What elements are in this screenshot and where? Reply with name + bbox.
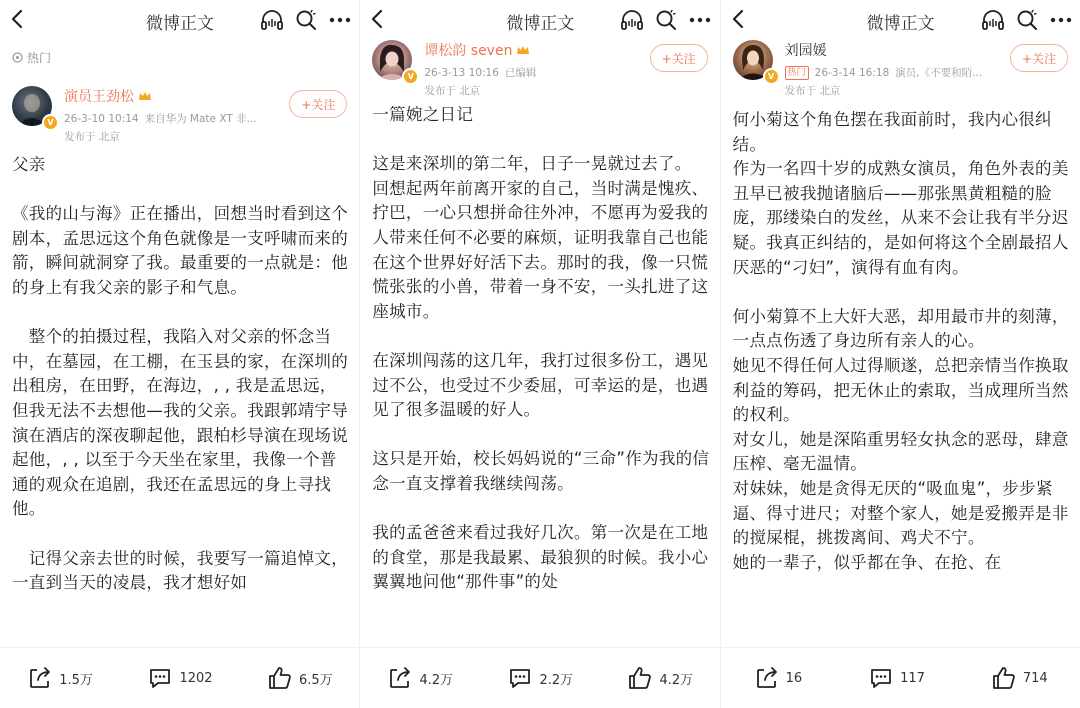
follow-button[interactable]: +关注 xyxy=(1010,44,1068,72)
page-title: 微博正文 xyxy=(146,14,214,34)
top-actions xyxy=(260,8,352,32)
share-count: 16 xyxy=(785,670,803,686)
like-button[interactable] xyxy=(991,665,1048,691)
more-icon xyxy=(1050,17,1072,23)
author-meta xyxy=(424,40,536,98)
comment-count: 1202 xyxy=(179,670,213,686)
author-name-text: 刘园媛 xyxy=(784,43,827,59)
hot-label-text: 热门 xyxy=(27,51,52,65)
top-actions xyxy=(620,8,712,32)
listen-button[interactable] xyxy=(981,8,1005,32)
crown-icon xyxy=(516,45,530,56)
post-meta xyxy=(424,65,536,80)
search-icon xyxy=(295,9,317,31)
author-meta xyxy=(64,86,257,144)
post-content xyxy=(733,108,1070,600)
like-button[interactable] xyxy=(627,665,693,691)
post-content xyxy=(372,103,709,619)
more-button[interactable] xyxy=(1049,8,1073,32)
paragraph: 何小菊这个角色摆在我面前时，我内心很纠结。 作为一名四十岁的成熟女演员，角色外表的美丑早已被我抛诸脑后——那张黑黄粗糙的脸庞，那缕染白的发丝，从来不会让我有半分迟疑。我真正纠结的，是如何将这个全剧最招人厌恶的“刁妇”，演得有血有肉。 xyxy=(732,110,1069,277)
comment-button[interactable] xyxy=(147,665,212,691)
share-icon xyxy=(27,665,53,691)
author-name[interactable] xyxy=(785,40,982,60)
top-bar xyxy=(360,0,719,40)
share-button[interactable] xyxy=(387,665,453,691)
search-icon xyxy=(1016,9,1038,31)
more-icon xyxy=(329,17,351,23)
page-title: 微博正文 xyxy=(866,14,935,34)
post-source: 来自华为 Mate XT 非... xyxy=(144,113,257,125)
hot-tag: 热门 xyxy=(785,66,809,80)
author-header xyxy=(733,40,982,98)
author-name-text: 演员王劲松 xyxy=(64,89,134,105)
post-panel-3 xyxy=(720,0,1080,708)
paragraph: 父亲 xyxy=(12,155,46,174)
author-meta xyxy=(785,40,982,98)
more-icon xyxy=(689,17,711,23)
paragraph: 何小菊算不上大奸大恶，却用最市井的刻薄，一点点伤透了身边所有亲人的心。 她见不得任何人过得顺遂，总把亲情当作换取利益的筹码，把无休止的索取，当成理所当然的权利。 对女儿，她是深陷重男轻女执念的恶母，肆意压榨、毫无温情。 对妹妹，她是贪得无厌的“吸血鬼”，步步紧逼、得寸进尺；对整个家人，她是爱搬弄是非的搅屎棍，挑拨离间、鸡犬不宁。 她的一辈子，似乎都在争、在抢、在 xyxy=(732,306,1069,572)
paragraph: 这是来深圳的第二年，日子一晃就过去了。 回想起两年前离开家的自己，当时满是愧疚、拧巴，一心只想拼命往外冲，不愿再为爱我的人带来任何不必要的麻烦，证明我靠自己也能在这个世界好好活下去。那时的我，像一只慌慌张张的小兽，带着一身不安，一头扎进了这座城市。 xyxy=(372,154,709,321)
comment-count: 117 xyxy=(900,670,925,686)
paragraph: 一篇婉之日记 xyxy=(372,105,474,124)
listen-button[interactable] xyxy=(620,8,644,32)
paragraph: 这只是开始，校长妈妈说的“三命”作为我的信念一直支撑着我继续闯荡。 xyxy=(372,449,710,493)
share-count: 4.2万 xyxy=(419,672,454,688)
comment-button[interactable] xyxy=(868,665,925,691)
comment-icon xyxy=(147,665,173,691)
share-button[interactable] xyxy=(27,665,93,691)
like-count: 4.2万 xyxy=(659,672,694,688)
hot-label xyxy=(12,49,51,66)
headphones-icon xyxy=(260,9,284,31)
verified-badge-icon: V xyxy=(763,68,780,85)
post-meta xyxy=(785,65,982,80)
author-header xyxy=(372,40,536,98)
follow-button[interactable]: +关注 xyxy=(289,90,347,118)
like-count: 714 xyxy=(1022,670,1048,686)
post-panel-1 xyxy=(0,0,359,708)
verified-badge-icon: V xyxy=(42,114,59,131)
paragraph: 我的孟爸爸来看过我好几次。第一次是在工地的食堂，那是我最累、最狼狈的时候。我小心翼翼地问他“那件事”的处 xyxy=(372,523,709,592)
post-location: 发布于 北京 xyxy=(784,85,841,97)
verified-badge-icon: V xyxy=(402,68,419,85)
action-bar xyxy=(360,647,719,708)
share-icon xyxy=(387,665,413,691)
thumbs-up-icon xyxy=(627,665,653,691)
paragraph: 在深圳闯荡的这几年，我打过很多份工，遇见过不公，也受过不少委屈，可幸运的是，也遇见了很多温暖的好人。 xyxy=(372,350,709,420)
search-button[interactable] xyxy=(654,8,678,32)
author-name-text: 谭松韵 seven xyxy=(424,43,513,59)
author-name[interactable] xyxy=(424,40,536,60)
post-date: 26-3-14 16:18 xyxy=(814,66,890,79)
paragraph: 整个的拍摄过程，我陷入对父亲的怀念当中，在墓园，在工棚，在玉县的家，在深圳的出租房，在田野，在海边，, , 我是孟思远，但我无法不去想他—我的父亲。我跟郭靖宇导演在酒店的深夜聊起他，跟柏杉导演在现场说起他，, , 以至于今天坐在家里，我像一个普通的观众在追剧，我还在孟思远的身上寻找他。 xyxy=(12,327,348,519)
post-location: 发布于 北京 xyxy=(64,131,120,143)
post-date: 26-3-10 10:14 xyxy=(64,112,139,125)
comment-button[interactable] xyxy=(507,665,573,691)
like-button[interactable] xyxy=(267,665,333,691)
action-bar xyxy=(0,647,359,708)
post-date: 26-3-13 10:16 xyxy=(424,66,499,79)
share-count: 1.5万 xyxy=(59,672,93,688)
share-icon xyxy=(754,665,780,691)
author-description: 演员,《不要和陌... xyxy=(895,67,983,79)
author-name[interactable] xyxy=(64,86,257,106)
headphones-icon xyxy=(620,9,644,31)
post-meta xyxy=(64,111,257,126)
post-panel-2 xyxy=(359,0,719,708)
like-count: 6.5万 xyxy=(299,672,333,688)
page-title: 微博正文 xyxy=(506,14,575,34)
share-button[interactable] xyxy=(754,665,803,691)
more-button[interactable] xyxy=(328,8,352,32)
headphones-icon xyxy=(981,9,1005,31)
paragraph: 《我的山与海》正在播出，回想当时看到这个剧本，孟思远这个角色就像是一支呼啸而来的箭，瞬间就洞穿了我。最重要的一点就是：他的身上有我父亲的影子和气息。 xyxy=(12,204,348,297)
author-header xyxy=(12,86,257,144)
top-bar xyxy=(0,0,359,40)
location-pin-icon xyxy=(12,52,23,64)
search-button[interactable] xyxy=(1015,8,1039,32)
action-bar xyxy=(721,647,1080,708)
crown-icon xyxy=(138,91,152,102)
top-actions xyxy=(981,8,1073,32)
comment-icon xyxy=(507,665,533,691)
edited-label: 已编辑 xyxy=(504,67,537,79)
top-bar xyxy=(721,0,1080,40)
listen-button[interactable] xyxy=(260,8,284,32)
thumbs-up-icon xyxy=(267,665,293,691)
thumbs-up-icon xyxy=(991,665,1017,691)
comment-icon xyxy=(868,665,894,691)
post-content xyxy=(12,153,349,620)
more-button[interactable] xyxy=(688,8,712,32)
paragraph: 记得父亲去世的时候，我要写一篇追悼文，一直到当天的凌晨，我才想好如 xyxy=(12,548,348,593)
search-icon xyxy=(655,9,677,31)
search-button[interactable] xyxy=(294,8,318,32)
post-location: 发布于 北京 xyxy=(424,85,481,97)
comment-count: 2.2万 xyxy=(539,672,574,688)
follow-button[interactable]: +关注 xyxy=(650,44,708,72)
